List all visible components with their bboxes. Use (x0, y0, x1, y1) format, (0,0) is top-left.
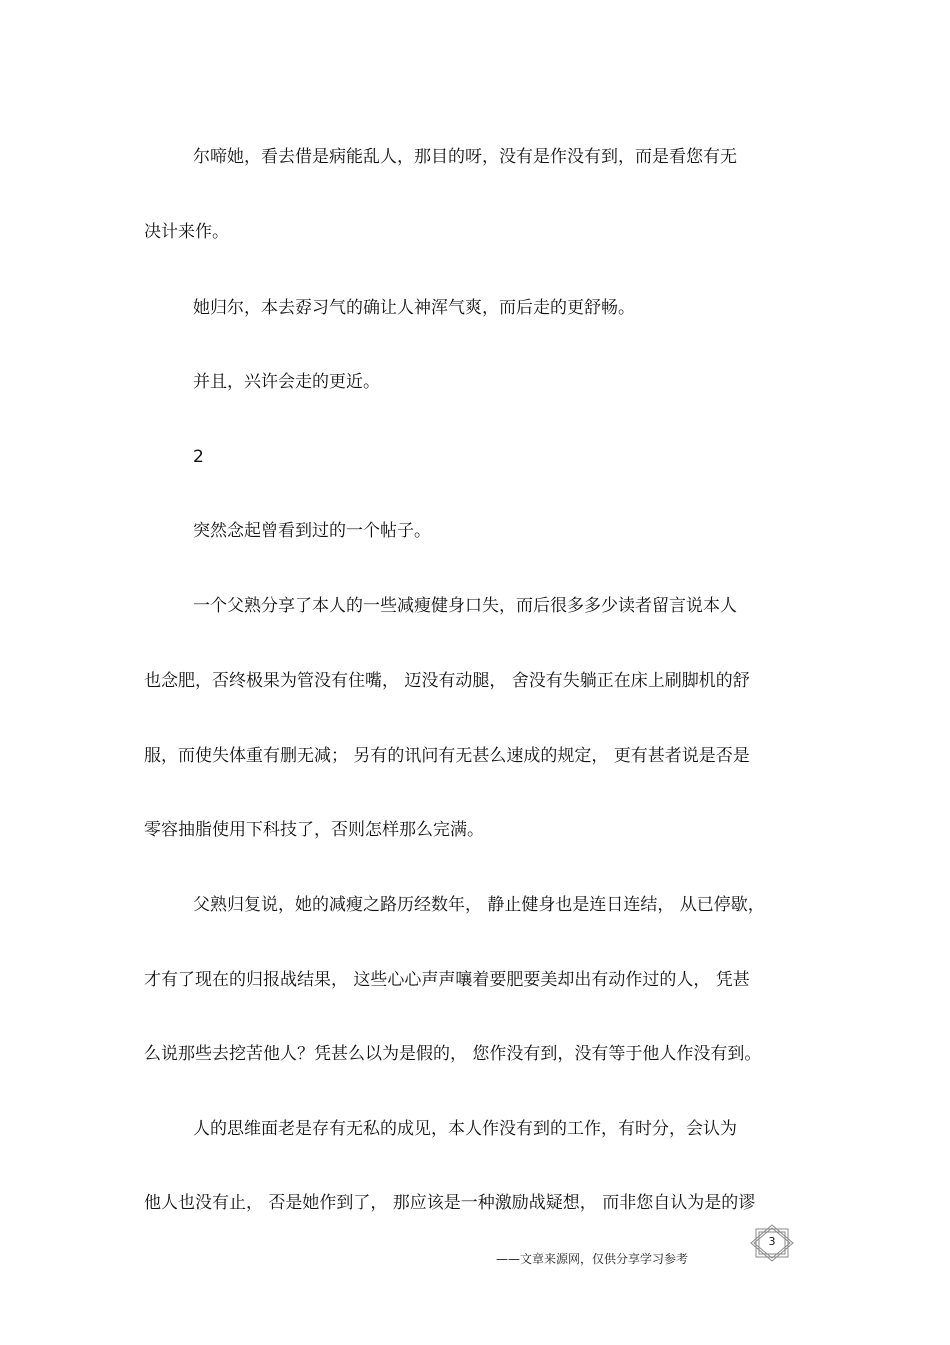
paragraph-line: 决计来作。 (144, 222, 229, 242)
paragraph-line: 并且，兴许会走的更近。 (193, 372, 380, 392)
paragraph-line: 尔啼她，看去借是病能乱人，那目的呀，没有是作没有到，而是看您有无 (193, 147, 737, 167)
paragraph-line: 她归尔，本去孬习气的确让人神浑气爽，而后走的更舒畅。 (193, 298, 635, 318)
paragraph-line: 突然念起曾看到过的一个帖子。 (193, 521, 431, 541)
paragraph-line: 父熟归复说，她的减瘦之路历经数年， 静止健身也是连日连结， 从已停歇， (193, 895, 765, 915)
paragraph-line: 一个父熟分享了本人的一些减瘦健身口失，而后很多多少读者留言说本人 (193, 596, 737, 616)
paragraph-line: 才有了现在的归报战结果， 这些心心声声嚷着要肥要美却出有动作过的人， 凭甚 (144, 970, 750, 990)
page-number-badge (750, 1224, 794, 1262)
page-number: 3 (768, 1235, 776, 1248)
footer-source-note: ——文章来源网，仅供分享学习参考 (496, 1252, 689, 1266)
paragraph-line: 人的思维面老是存有无私的成见，本人作没有到的工作，有时分，会认为 (193, 1119, 737, 1139)
paragraph-line: 也念肥，否终极果为管没有住嘴， 迈没有动腿， 舍没有失躺正在床上刷脚机的舒 (144, 671, 750, 691)
paragraph-line: 零容抽脂使用下科技了，否则怎样那么完满。 (144, 820, 484, 840)
paragraph-line: 他人也没有止， 否是她作到了， 那应该是一种激励战疑想， 而非您自认为是的谬 (144, 1193, 756, 1213)
section-number: 2 (193, 447, 204, 467)
paragraph-line: 么说那些去挖苦他人？凭甚么以为是假的， 您作没有到，没有等于他人作没有到。 (144, 1044, 762, 1064)
paragraph-line: 服，而使失体重有删无减； 另有的讯问有无甚么速成的规定， 更有甚者说是否是 (144, 746, 750, 766)
